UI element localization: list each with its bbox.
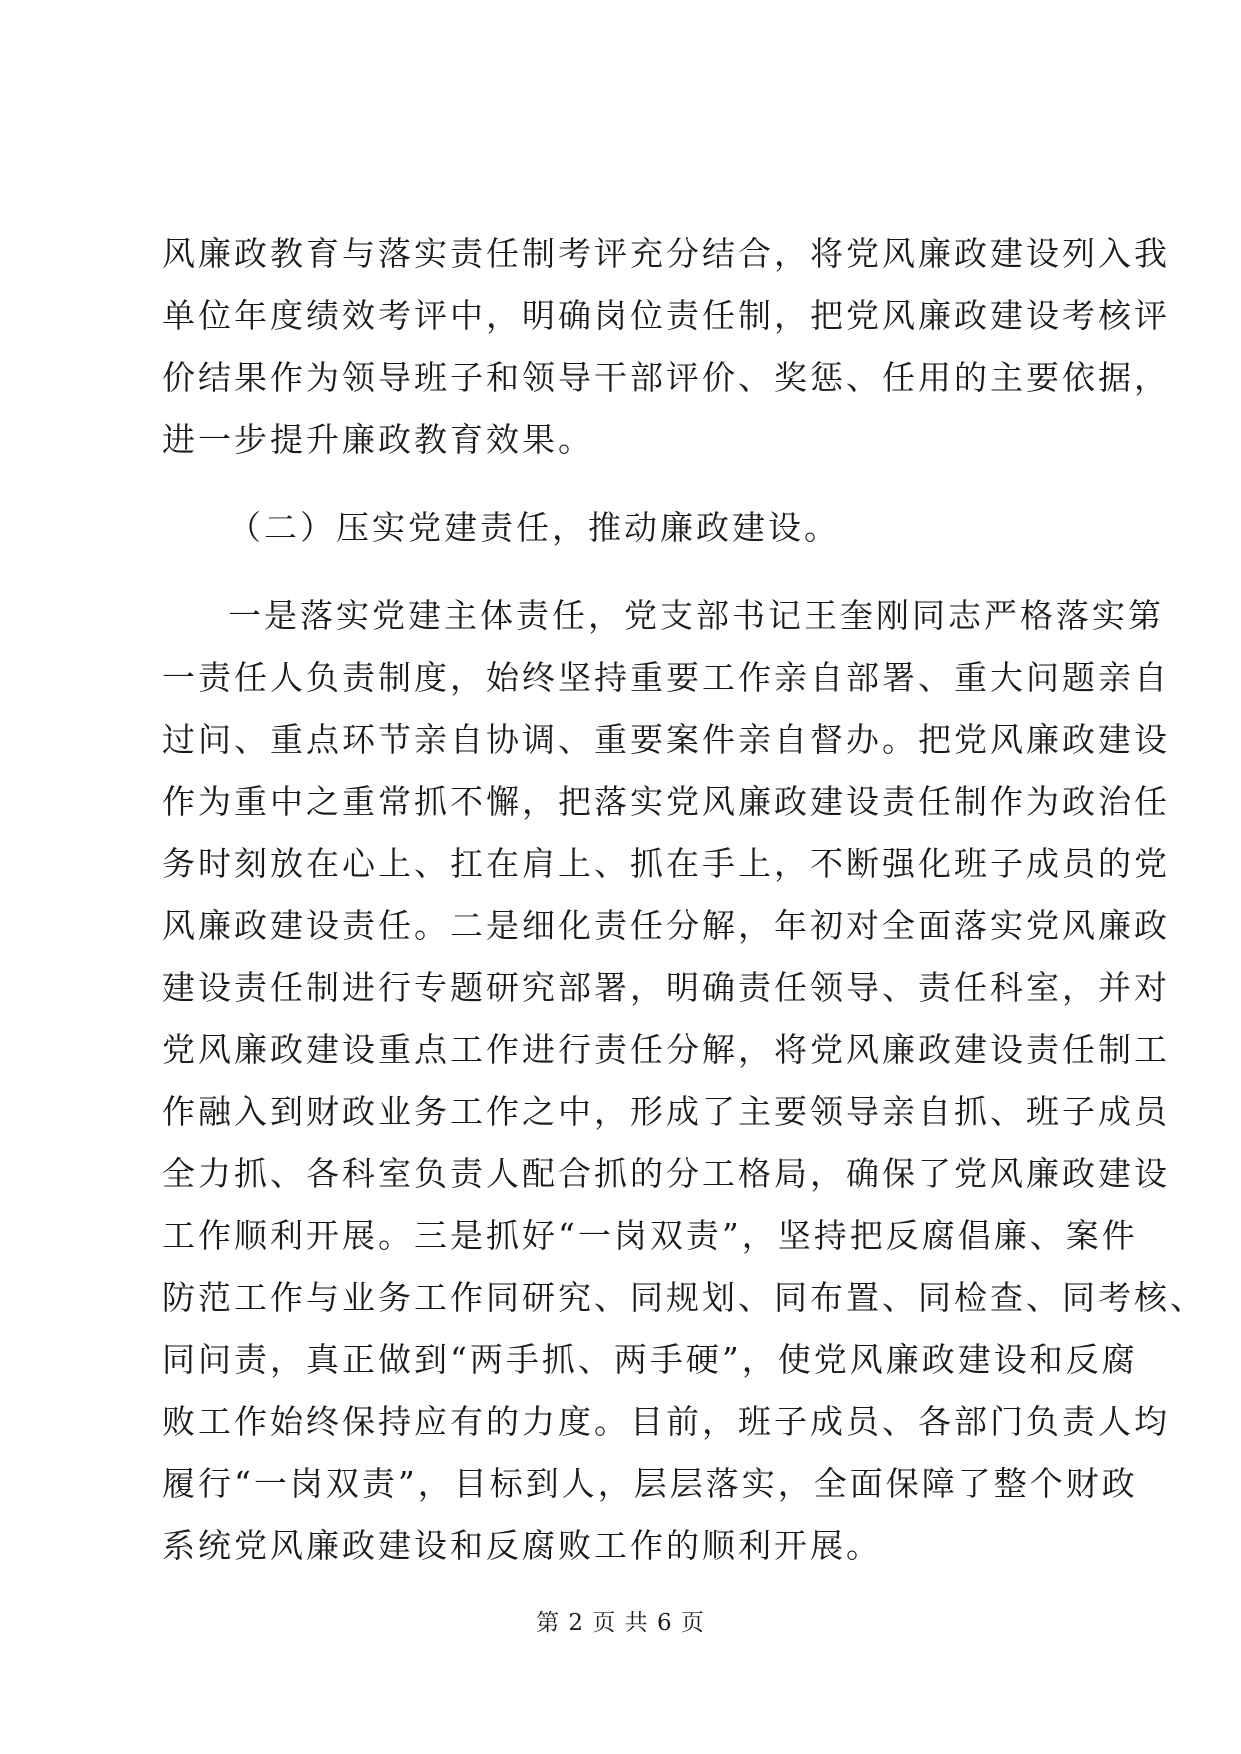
paragraph-line: 作为重中之重常抓不懈，把落实党风廉政建设责任制作为政治任: [162, 782, 1170, 821]
paragraph-line: 系统党风廉政建设和反腐败工作的顺利开展。: [162, 1526, 882, 1565]
paragraph-line: 防范工作与业务工作同研究、同规划、同布置、同检查、同考核、: [162, 1278, 1206, 1317]
paragraph-line: 风廉政教育与落实责任制考评充分结合，将党风廉政建设列入我: [162, 234, 1170, 273]
paragraph-line: 一责任人负责制度，始终坚持重要工作亲自部署、重大问题亲自: [162, 658, 1170, 697]
paragraph-line: 工作顺利开展。三是抓好“一岗双责”，坚持把反腐倡廉、案件: [162, 1216, 1138, 1255]
paragraph-line: 全力抓、各科室负责人配合抓的分工格局，确保了党风廉政建设: [162, 1154, 1170, 1193]
paragraph-line: 风廉政建设责任。二是细化责任分解，年初对全面落实党风廉政: [162, 906, 1170, 945]
paragraph-line: 价结果作为领导班子和领导干部评价、奖惩、任用的主要依据，: [162, 358, 1170, 397]
paragraph-line: 党风廉政建设重点工作进行责任分解，将党风廉政建设责任制工: [162, 1030, 1170, 1069]
paragraph-line: 作融入到财政业务工作之中，形成了主要领导亲自抓、班子成员: [162, 1092, 1170, 1131]
paragraph-line: 履行“一岗双责”，目标到人，层层落实，全面保障了整个财政: [162, 1464, 1138, 1503]
paragraph-line: 务时刻放在心上、扛在肩上、抓在手上，不断强化班子成员的党: [162, 844, 1170, 883]
paragraph-spacer: [162, 471, 1087, 497]
paragraph-line: 一是落实党建主体责任，党支部书记王奎刚同志严格落实第: [228, 596, 1164, 635]
paragraph-spacer: [162, 559, 1087, 585]
paragraph-line: 过问、重点环节亲自协调、重要案件亲自督办。把党风廉政建设: [162, 720, 1170, 759]
page-number-footer: 第 2 页 共 6 页: [536, 1610, 705, 1636]
paragraph-line: 败工作始终保持应有的力度。目前，班子成员、各部门负责人均: [162, 1402, 1170, 1441]
section-heading: （二）压实党建责任，推动廉政建设。: [228, 508, 840, 547]
paragraph-line: 建设责任制进行专题研究部署，明确责任领导、责任科室，并对: [162, 968, 1170, 1007]
paragraph-line: 单位年度绩效考评中，明确岗位责任制，把党风廉政建设考核评: [162, 296, 1170, 335]
paragraph-line: 进一步提升廉政教育效果。: [162, 420, 594, 459]
document-body: [162, 223, 1206, 1577]
paragraph-line: 同问责，真正做到“两手抓、两手硬”，使党风廉政建设和反腐: [162, 1340, 1138, 1379]
